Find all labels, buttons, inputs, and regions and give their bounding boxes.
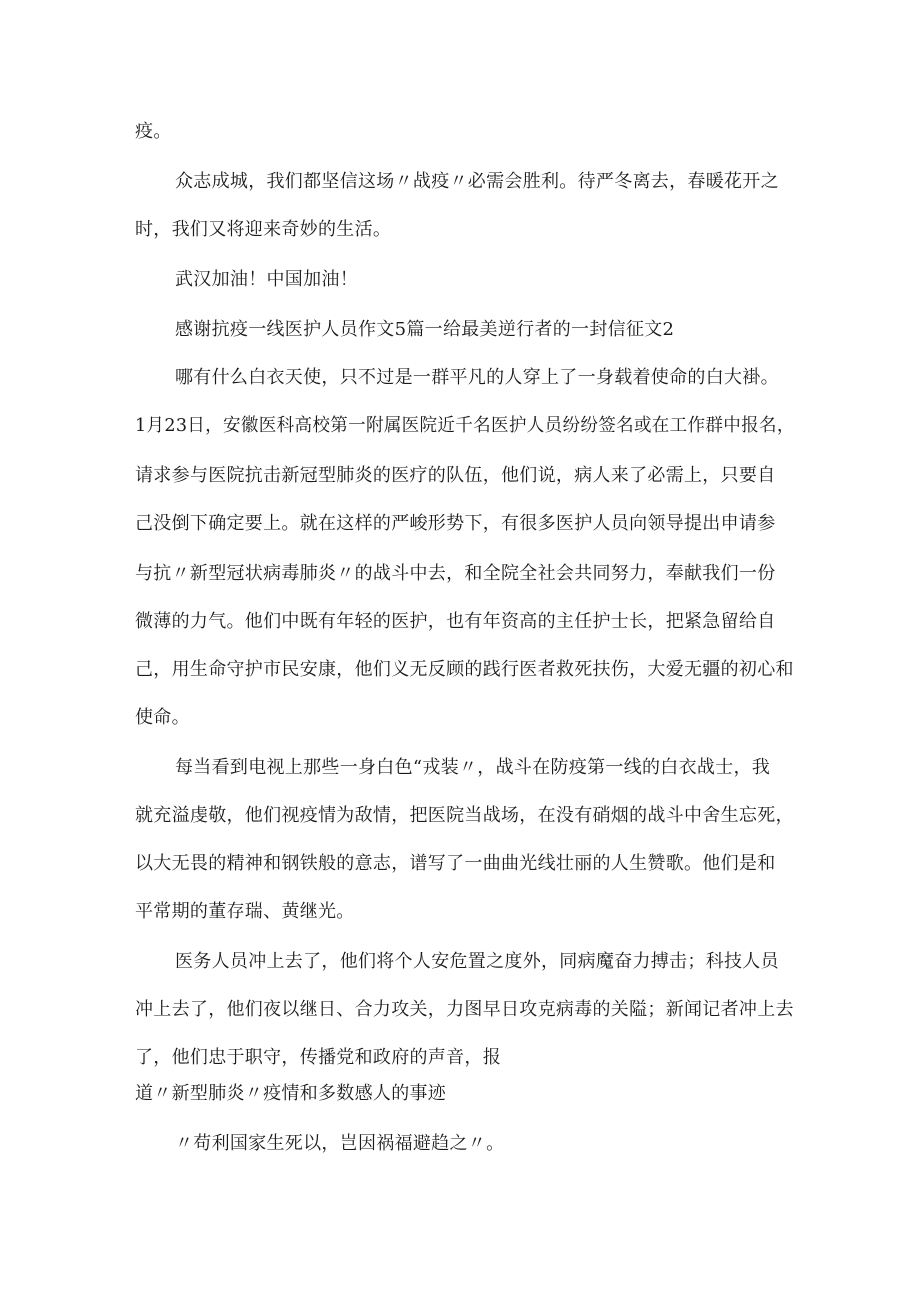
text-line: 众志成城，我们都坚信这场〃战疫〃必需会胜利。待严冬离去，春暖花开之 bbox=[175, 171, 779, 192]
text-line: 以大无畏的精神和钢铁般的意志，谱写了一曲曲光线壮丽的人生赞歌。他们是和 bbox=[135, 853, 776, 874]
text-line: 每当看到电视上那些一身白色“戎装〃，战斗在防疫第一线的白衣战士，我 bbox=[175, 757, 771, 778]
text-line: 冲上去了，他们夜以继日、合力攻关，力图早日攻克病毒的关隘；新闻记者冲上去 bbox=[135, 999, 794, 1020]
text-line: 医务人员冲上去了，他们将个人安危置之度外，同病魔奋力搏击；科技人员 bbox=[175, 951, 779, 972]
text-line: 了，他们忠于职守，传播党和政府的声音，报 bbox=[135, 1047, 501, 1068]
text-line: 请求参与医院抗击新冠型肺炎的医疗的队伍，他们说，病人来了必需上，只要自 bbox=[135, 465, 776, 486]
text-line: 〃苟利国家生死以，岂因祸福避趋之〃。 bbox=[175, 1133, 505, 1154]
text-line: 就充溢虔敬，他们视疫情为敌情，把医院当战场，在没有硝烟的战斗中舍生忘死， bbox=[135, 805, 794, 826]
text-line: 使命。 bbox=[135, 707, 190, 728]
text-line: 疫。 bbox=[135, 121, 172, 142]
section-title: 感谢抗疫一线医护人员作文5篇一给最美逆行者的一封信征文2 bbox=[175, 319, 675, 340]
text-line: 武汉加油！中国加油！ bbox=[175, 269, 358, 290]
text-line: 哪有什么白衣天使，只不过是一群平凡的人穿上了一身载着使命的白大褂。 bbox=[175, 367, 779, 388]
text-line: 微薄的力气。他们中既有年轻的医护，也有年资高的主任护士长，把紧急留给自 bbox=[135, 611, 776, 632]
text-line: 平常期的董存瑞、黄继光。 bbox=[135, 901, 355, 922]
text-line: 己，用生命守护市民安康，他们义无反顾的践行医者救死扶伤，大爱无疆的初心和 bbox=[135, 659, 794, 680]
text-line: 与抗〃新型冠状病毒肺炎〃的战斗中去，和全院全社会共同努力，奉献我们一份 bbox=[135, 563, 776, 584]
text-line: 时，我们又将迎来奇妙的生活。 bbox=[135, 219, 392, 240]
text-line: 己没倒下确定要上。就在这样的严峻形势下，有很多医护人员向领导提出申请参 bbox=[135, 513, 776, 534]
text-line: 1月23日，安徽医科高校第一附属医院近千名医护人员纷纷签名或在工作群中报名， bbox=[135, 415, 795, 436]
text-line: 道〃新型肺炎〃疫情和多数感人的事迹 bbox=[135, 1083, 447, 1104]
